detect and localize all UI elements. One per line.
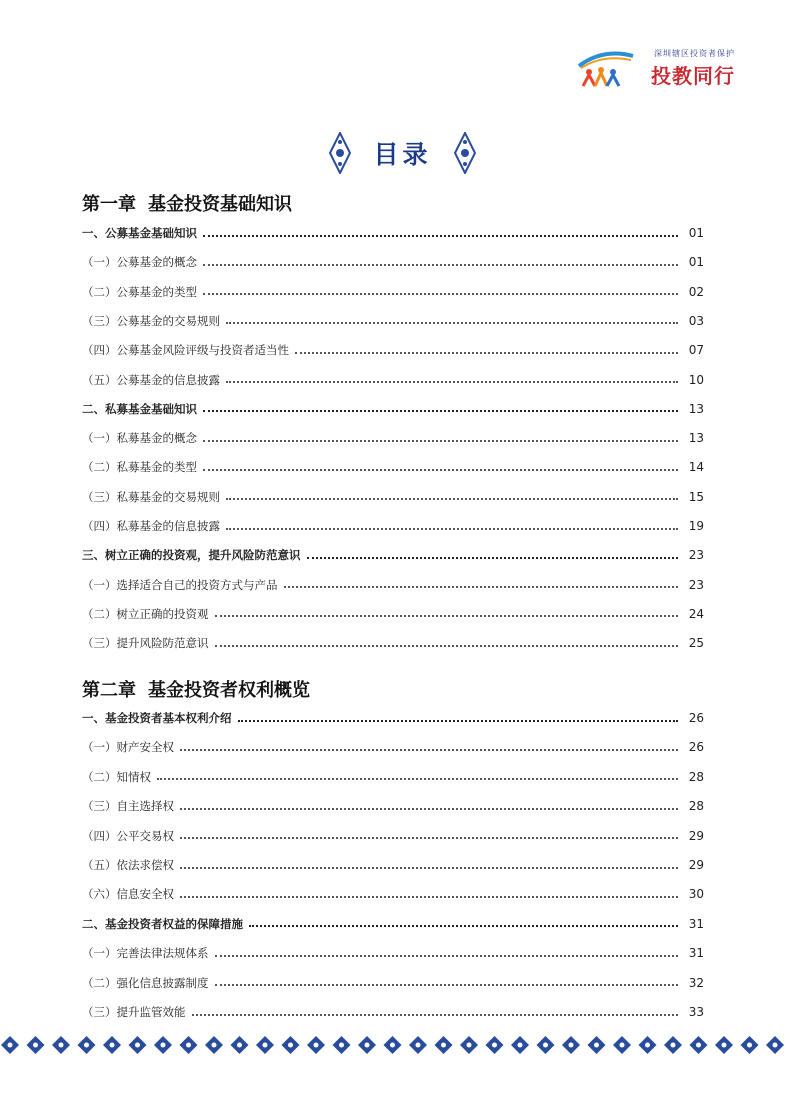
dot-leader	[203, 292, 678, 295]
toc-page-number: 02	[688, 284, 704, 299]
toc-entry-label: 二、私募基金基础知识	[82, 401, 197, 416]
toc-page-number: 15	[688, 489, 704, 504]
toc-subsection-entry[interactable]	[82, 885, 704, 903]
toc-page-number: 28	[688, 799, 704, 814]
toc-entry-label: （二）知情权	[82, 769, 151, 784]
toc-entry-label: （五）公募基金的信息披露	[82, 372, 220, 387]
toc-subsection-entry[interactable]	[82, 488, 704, 506]
dot-leader	[307, 556, 679, 559]
toc-page-number: 33	[688, 1005, 704, 1019]
toc-subsection-entry[interactable]	[82, 856, 704, 874]
toc-subsection-entry[interactable]	[82, 738, 704, 756]
toc-section-entry[interactable]	[82, 915, 704, 933]
chapter-number: 第二章	[82, 680, 136, 701]
logo-tagline: 深圳辖区投资者保护	[654, 49, 735, 58]
toc-entry-label: （四）公募基金风险评级与投资者适当性	[82, 343, 289, 358]
toc-page-number: 14	[688, 460, 704, 475]
border-ornament-icon	[715, 1036, 733, 1054]
dot-leader	[203, 468, 678, 471]
toc-entry-label: （一）私募基金的概念	[82, 431, 197, 446]
toc-entry-label: （四）私募基金的信息披露	[82, 519, 220, 533]
dot-leader	[192, 1013, 679, 1016]
toc-subsection-entry[interactable]	[82, 974, 704, 992]
border-ornament-icon	[282, 1036, 300, 1054]
toc-entry-label: （一）选择适合自己的投资方式与产品	[82, 577, 278, 592]
border-ornament-icon	[766, 1036, 784, 1054]
toc-subsection-entry[interactable]	[82, 371, 704, 389]
border-ornament-icon	[205, 1036, 223, 1054]
toc-entry-label: （一）完善法律法规体系	[82, 946, 209, 961]
toc-subsection-entry[interactable]	[82, 797, 704, 815]
toc-subsection-entry[interactable]	[82, 944, 704, 962]
border-ornament-icon	[537, 1036, 555, 1054]
left-ornament-icon	[329, 132, 351, 174]
toc-entry-label: （一）公募基金的概念	[82, 255, 197, 270]
toc-page-number: 01	[688, 226, 704, 240]
toc-subsection-entry[interactable]	[82, 768, 704, 786]
toc-entry-label: （三）自主选择权	[82, 799, 174, 814]
toc-entry-label: （一）财产安全权	[82, 740, 174, 755]
toc-entry-label: （二）私募基金的类型	[82, 460, 197, 475]
border-ornament-icon	[231, 1036, 249, 1054]
toc-entry-label: （六）信息安全权	[82, 887, 174, 902]
border-ornament-icon	[52, 1036, 70, 1054]
border-ornament-icon	[384, 1036, 402, 1054]
border-ornament-icon	[180, 1036, 198, 1054]
chapter-title: 基金投资基础知识	[148, 194, 292, 215]
toc-page-number: 10	[688, 372, 704, 387]
border-ornament-icon	[690, 1036, 708, 1054]
toc-subsection-entry[interactable]	[82, 253, 704, 271]
toc-section-entry[interactable]	[82, 400, 704, 418]
dot-leader	[215, 983, 679, 986]
toc-entry-label: （二）树立正确的投资观	[82, 606, 209, 621]
toc-page-number: 31	[688, 946, 704, 961]
chapter-heading	[82, 190, 292, 216]
toc-subsection-entry[interactable]	[82, 605, 704, 623]
chapter-number: 第一章	[82, 194, 136, 215]
toc-section-entry[interactable]	[82, 709, 704, 727]
dot-leader	[180, 836, 678, 839]
border-ornament-icon	[78, 1036, 96, 1054]
dot-leader	[180, 748, 678, 751]
border-ornament-icon	[333, 1036, 351, 1054]
border-ornament-icon	[741, 1036, 759, 1054]
toc-page-number: 31	[688, 916, 704, 931]
toc-page-number: 03	[688, 313, 704, 328]
border-ornament-icon	[613, 1036, 631, 1054]
dot-leader	[226, 380, 678, 383]
toc-page-number: 26	[688, 740, 704, 755]
logo-brand: 投教同行	[651, 64, 735, 88]
toc-page-number: 13	[688, 431, 704, 446]
dot-leader	[226, 497, 678, 500]
border-ornament-icon	[588, 1036, 606, 1054]
border-ornament-icon	[256, 1036, 274, 1054]
toc-entry-label: （五）依法求偿权	[82, 858, 174, 872]
chapter-title: 基金投资者权利概览	[148, 680, 310, 701]
dot-leader	[295, 351, 678, 354]
dot-leader	[180, 866, 678, 869]
dot-leader	[226, 527, 678, 530]
toc-entry-label: （三）公募基金的交易规则	[82, 313, 220, 328]
right-ornament-icon	[454, 132, 476, 174]
border-ornament-icon	[103, 1036, 121, 1054]
dot-leader	[203, 263, 678, 266]
toc-page-number: 29	[688, 858, 704, 872]
toc-page-number: 19	[688, 519, 704, 533]
toc-subsection-entry[interactable]	[82, 1003, 704, 1021]
dot-leader	[284, 585, 679, 588]
dot-leader	[157, 777, 678, 780]
toc-entry-label: 二、基金投资者权益的保障措施	[82, 916, 243, 931]
border-ornament-icon	[664, 1036, 682, 1054]
toc-page-number: 30	[688, 887, 704, 902]
toc-entry-label: （二）公募基金的类型	[82, 284, 197, 299]
decorative-border	[0, 1032, 805, 1058]
dot-leader	[180, 895, 678, 898]
dot-leader	[203, 409, 678, 412]
toc-section-entry[interactable]	[82, 546, 704, 564]
toc-page-number: 26	[688, 711, 704, 725]
toc-entry-label: 三、树立正确的投资观，提升风险防范意识	[82, 548, 301, 563]
border-ornament-icon	[639, 1036, 657, 1054]
toc-entry-label: （三）私募基金的交易规则	[82, 489, 220, 504]
dot-leader	[215, 644, 679, 647]
dot-leader	[226, 321, 678, 324]
toc-subsection-entry[interactable]	[82, 576, 704, 594]
dot-leader	[238, 719, 679, 722]
border-ornament-icon	[27, 1036, 45, 1054]
toc-section-entry[interactable]	[82, 224, 704, 242]
toc-page-number: 28	[688, 769, 704, 784]
border-ornament-icon	[129, 1036, 147, 1054]
dot-leader	[249, 924, 678, 927]
toc-subsection-entry[interactable]	[82, 634, 704, 652]
page-title: 目录	[373, 140, 432, 169]
dot-leader	[203, 439, 678, 442]
border-ornament-icon	[307, 1036, 325, 1054]
toc-page-number: 13	[688, 401, 704, 416]
toc-entry-label: （二）强化信息披露制度	[82, 975, 209, 990]
toc-page-number: 23	[688, 548, 704, 563]
logo	[575, 46, 735, 90]
toc-entry-label: （四）公平交易权	[82, 828, 174, 843]
toc-entry-label: （三）提升监管效能	[82, 1005, 186, 1019]
border-ornament-icon	[154, 1036, 172, 1054]
toc-entry-label: 一、公募基金基础知识	[82, 226, 197, 240]
dot-leader	[180, 807, 678, 810]
border-ornament-icon	[358, 1036, 376, 1054]
toc-subsection-entry[interactable]	[82, 429, 704, 447]
logo-figures-icon	[575, 46, 635, 90]
toc-subsection-entry[interactable]	[82, 283, 704, 301]
toc-entry-label: （三）提升风险防范意识	[82, 636, 209, 651]
toc-subsection-entry[interactable]	[82, 312, 704, 330]
dot-leader	[215, 614, 679, 617]
toc-page-number: 07	[688, 343, 704, 358]
border-ornament-icon	[460, 1036, 478, 1054]
toc-subsection-entry[interactable]	[82, 458, 704, 476]
toc-page-number: 23	[688, 577, 704, 592]
toc-page-number: 24	[688, 606, 704, 621]
toc-page-number: 25	[688, 636, 704, 651]
dot-leader	[215, 954, 679, 957]
border-ornament-icon	[435, 1036, 453, 1054]
border-ornament-icon	[562, 1036, 580, 1054]
toc-subsection-entry[interactable]	[82, 341, 704, 359]
toc-entry-label: 一、基金投资者基本权利介绍	[82, 711, 232, 725]
toc-page-number: 29	[688, 828, 704, 843]
toc-page-number: 32	[688, 975, 704, 990]
border-ornament-icon	[1, 1036, 19, 1054]
dot-leader	[203, 234, 678, 237]
border-ornament-icon	[511, 1036, 529, 1054]
border-ornament-icon	[409, 1036, 427, 1054]
toc-subsection-entry[interactable]	[82, 827, 704, 845]
toc-title-row	[0, 130, 805, 176]
toc-page-number: 01	[688, 255, 704, 270]
toc-subsection-entry[interactable]	[82, 517, 704, 535]
chapter-heading	[82, 676, 310, 702]
border-ornament-icon	[486, 1036, 504, 1054]
